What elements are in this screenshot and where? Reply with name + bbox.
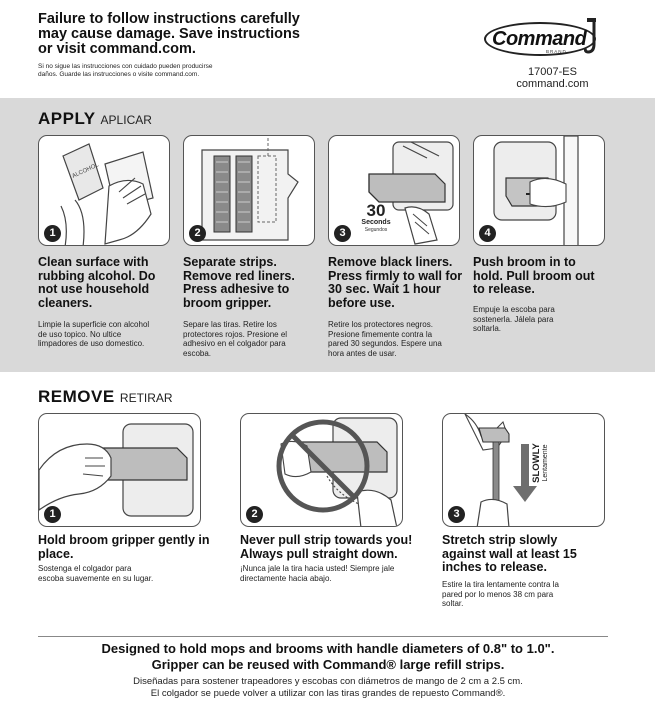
apply-step-3-title: Remove black liners. Press firmly to wall for 30 sec. Wait 1 hour before use. [328, 255, 463, 310]
step-number-badge: 4 [479, 225, 496, 242]
remove-step-2-title: Never pull strip towards you! Always pull straight down. [240, 533, 413, 561]
step-number-badge: 3 [334, 225, 351, 242]
apply-step-3-desc: Retire los protectores negros. Presione fimemente contra la pared 30 segundos. Espere una hora antes de usar. [328, 320, 442, 358]
hook-icon [584, 18, 598, 56]
footer-line-1-spanish: Diseñadas para sostener trapeadores y escobas con diámetros de mango de 2 cm a 2.5 cm. [133, 676, 523, 687]
remove-step-1-desc: Sostenga el colgador para escoba suavemente en su lugar. [38, 564, 154, 583]
logo-wordmark: Command [492, 28, 587, 50]
apply-step-4-desc: Empuje la escoba para sostenerla. Jálela para soltarla. [473, 305, 555, 333]
header [0, 0, 655, 95]
product-code-block [505, 66, 600, 90]
remove-step-1-title: Hold broom gripper gently in place. [38, 533, 210, 561]
footer-line-1: Designed to hold mops and brooms with handle diameters of 0.8" to 1.0". [101, 641, 555, 656]
footer-english [38, 641, 618, 673]
logo-brand: BRAND [546, 49, 567, 54]
command-logo [484, 18, 604, 60]
slowly-label-spanish: Lentamente [542, 444, 549, 482]
website: command.com [516, 78, 589, 90]
remove-title: REMOVE [38, 387, 115, 406]
step-number-badge: 2 [189, 225, 206, 242]
hold-gripper-illustration [39, 414, 201, 527]
remove-step-2-illustration [240, 413, 403, 527]
apply-step-4-title: Push broom in to hold. Pull broom out to release. [473, 255, 595, 296]
step-number-badge: 3 [448, 506, 465, 523]
wrong-pull-illustration [241, 414, 403, 527]
remove-step-1-illustration [38, 413, 201, 527]
apply-heading [38, 109, 152, 129]
timer-number: 30 [366, 201, 386, 220]
remove-subtitle: RETIRAR [119, 391, 173, 405]
timer-block [353, 202, 399, 233]
warning-text-spanish: Si no sigue las instrucciones con cuidado pueden producirse daños. Guarde las instrucciones o visite command.com. [38, 63, 213, 78]
apply-step-2-illustration [183, 135, 315, 246]
remove-step-2-desc: ¡Nunca jale la tira hacia usted! Siempre jale directamente hacia abajo. [240, 564, 395, 583]
step-number-badge: 1 [44, 506, 61, 523]
apply-step-1-desc: Limpie la superficie con alcohol de uso topico. No ultice limpadores de uso domestico. [38, 320, 150, 348]
apply-step-4-illustration [473, 135, 605, 246]
apply-step-3-illustration [328, 135, 460, 246]
apply-step-2-desc: Separe las tiras. Retire los protectores rojos. Presione el adhesivo en el colgador para escoba. [183, 320, 288, 358]
product-code: 17007-ES [528, 66, 577, 78]
svg-text:ALCOHOL: ALCOHOL [71, 162, 100, 180]
stretch-strip-illustration [443, 414, 605, 527]
step-number-badge: 2 [246, 506, 263, 523]
footer-divider [38, 636, 608, 637]
apply-step-1-title: Clean surface with rubbing alcohol. Do not use household cleaners. [38, 255, 156, 310]
timer-label: Seconds [361, 219, 391, 226]
footer-spanish [38, 676, 618, 699]
apply-title: APPLY [38, 109, 96, 128]
footer-line-2: Gripper can be reused with Command® large refill strips. [151, 657, 505, 672]
step-number-badge: 1 [44, 225, 61, 242]
remove-step-3-illustration [442, 413, 605, 527]
footer-line-2-spanish: El colgador se puede volver a utilizar con las tiras grandes de repuesto Command®. [150, 687, 506, 699]
timer-label-spanish: Segundos [364, 227, 388, 233]
remove-heading [38, 387, 173, 407]
remove-step-3-title: Stretch strip slowly against wall at least 15 inches to release. [442, 533, 577, 574]
apply-subtitle: APLICAR [100, 113, 152, 127]
slowly-label: SLOWLY [531, 443, 542, 483]
warning-text: Failure to follow instructions carefully may cause damage. Save instructions or visit command.com. [38, 11, 300, 57]
apply-step-2-title: Separate strips. Remove red liners. Press adhesive to broom gripper. [183, 255, 295, 310]
remove-step-3-desc: Estire la tira lentamente contra la pared por lo menos 38 cm para soltar. [442, 580, 559, 608]
slowly-label-block [531, 434, 561, 492]
apply-step-1-illustration [38, 135, 170, 246]
